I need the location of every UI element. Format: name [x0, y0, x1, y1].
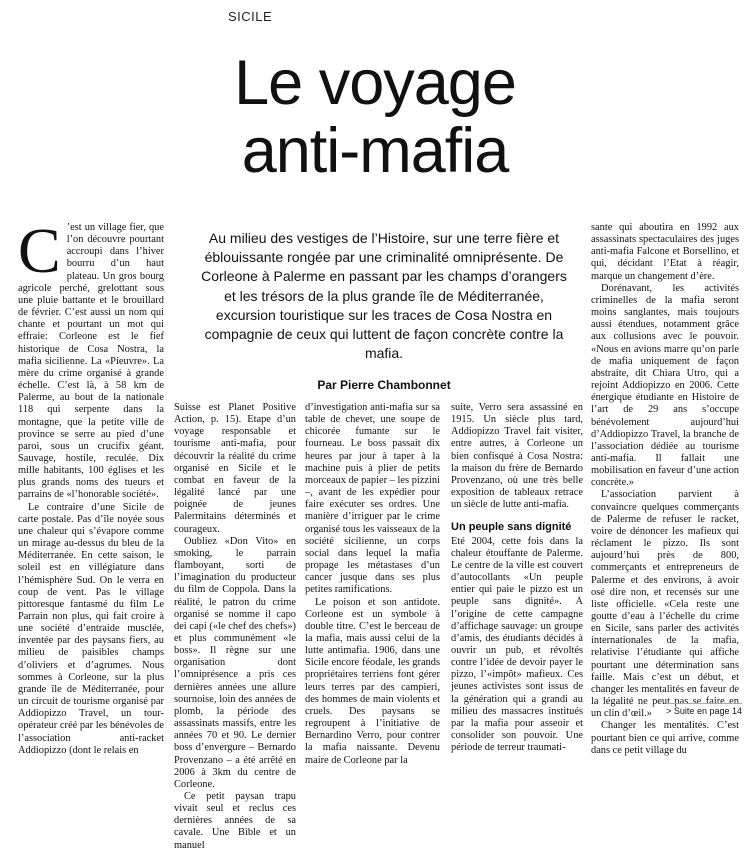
article-column-1: [18, 215, 164, 757]
paragraph: sante qui aboutira en 1992 aux assassinats spectaculaires des juges anti-mafia Falcone et Borsellino, et qui, décidant l’Etat à réagir, marque un changement d’ère.: [591, 222, 739, 282]
article-column-2: [174, 402, 296, 852]
paragraph: Suisse est Planet Positive Action, p. 15). Etape d’un voyage responsable et tourisme anti-mafia, pour découvrir la réalité du crime organisé en Sicile et le combat en faveur de la légalité lancé par une poignée de jeunes Palermitains déterminés et courageux.: [174, 402, 296, 535]
byline: Par Pierre Chambonnet: [317, 378, 451, 392]
drop-cap: C: [18, 215, 61, 286]
article-column-5: [591, 222, 739, 757]
paragraph: Oubliez «Don Vito» en smoking, le parrain flamboyant, sorti de l’imagination du producteur du film de Coppola. Dans la réalité, le patron du crime organisé se nomme il capo dei capi («le chef des chefs») et plus communément «le boss». Il règne sur une organisation dont l’omniprésence a pris ces dernières années une allure sournoise, loin des années de plomb, la période des assassinats massifs, entre les années 70 et 90. Le dernier boss d’envergure – Bernardo Provenzano – a été arrêté en 2006 à 3km du centre de Corleone.: [174, 535, 296, 790]
section-rubric: SICILE: [228, 9, 273, 24]
article-column-3: [305, 402, 440, 767]
article-column-4: [451, 402, 583, 754]
continuation-link[interactable]: > Suite en page 14: [666, 703, 742, 716]
paragraph: Le contraire d’une Sicile de carte postale. Pas d’île noyée sous une chaleur qui s’évapore comme un mirage au-dessus du bleu de la Méditerranée. En cette saison, le soleil est en villégiature dans l’hémisphère Sud. On le verra en coup de vent. Pas le village pittoresque fantasmé du film Le Parrain non plus, qui fait croire à une société d’entraide musclée, inventée par des paysans fiers, au milieu de paisibles champs d’oliviers et d’agrumes. Nous sommes à Corleone, sur la plus grande île de Méditerranée, pour un circuit de tourisme organisé par Addiopizzo Travel, un tour-opérateur créé par les bénévoles de l’association anti-racket Addiopizzo (dont le relais en: [18, 501, 164, 756]
paragraph: Dorénavant, les activités criminelles de la mafia seront moins sanglantes, mais toujours aussi étendues, notamment grâce aux collusions avec le pouvoir. «Nous en avions marre qu’on parle de mafia uniquement de façon abstraite, dit Chiara Utro, qui a rejoint Addiopizzo en 2006. Cette énergique étudiante en Histoire de l’art de 29 ans s’occupe bénévolement aujourd’hui d’Addiopizzo Travel, la branche de l’association dédiée au tourisme anti-mafia. Il fallait une mobilisation en faveur d’une action concrète.»: [591, 282, 739, 489]
paragraph: d’investigation anti-mafia sur sa table de chevet, une soupe de chicorée fumante sur le fourneau. Le boss passait dix heures par jour à taper à la machine puis à plier de petits morceaux de papier – les pizzini –, avant de les expédier pour faire exécuter ses ordres. Une manière d’irriguer par le crime organisé tous les vaisseaux de la société sicilienne, un corps social dans lequel la mafia propage les métastases d’un cancer jusque dans ses plus petites ramifications.: [305, 402, 440, 596]
standfirst: Au milieu des vestiges de l’Histoire, sur une terre fière et éblouissante rongée par une criminalité omniprésente. De Corleone à Palerme en passant par les champs d’orangers et les trésors de la plus grande île de Méditerranée, excursion touristique sur les traces de Cosa Nostra en compagnie de ceux qui luttent de façon concrète contre la mafia.: [201, 230, 567, 362]
paragraph: Le poison et son antidote. Corleone est un symbole à double titre. C’est le berceau de la mafia, mais aussi celui de la lutte antimafia. 1906, dans une Sicile encore féodale, les grands propriétaires terriens font gérer leurs terres par des campieri, des hommes de main violents et cruels. Des paysans se regroupent à l’initiative de Bernardino Verro, pour contrer la mafia naissante. Devenu maire de Corleone par la: [305, 596, 440, 766]
headline-line-2: anti-mafia: [241, 116, 509, 186]
paragraph: Eté 2004, cette fois dans la chaleur étouffante de Palerme. Le centre de la ville est couvert d’autocollants «Un peuple entier qui paie le pizzo est un peuple sans dignité». A l’origine de cette campagne d’affichage sauvage: un groupe d’amis, des étudiants décidés à ouvrir un pub, et révoltés contre l’idée de devoir payer le pizzo, l’«impôt» mafieux. Ces jeunes activistes sont issus de la génération qui a grandi au milieu des massacres institués par la mafia pour asseoir et consolider son pouvoir. Une période de terreur traumati-: [451, 535, 583, 754]
section-subheading: Un peuple sans dignité: [451, 521, 572, 534]
lead-paragraph: [18, 215, 164, 502]
paragraph: L’association parvient à convaincre quelques commerçants de Palerme de refuser le racket, voire de dénoncer les mafieux qui réclament le pizzo. Ils sont aujourd’hui près de 800, commerçants et entrepreneurs de Palerme et des environs, à avoir osé dire non, et recensés sur une liste officielle. «Cela reste une goutte d’eau à l’échelle du crime en Sicile, sans parler des activités internationales de la mafia, relativise l’étudiante qui affiche pourtant une détermination sans faille. Mais c’est un début, et changer les mentalités en faveur de la légalité ne peut pas se faire en un clin d’œil.»: [591, 489, 739, 720]
paragraph: Ce petit paysan trapu vivait seul et reclus ces dernières années de sa cavale. Une Bible et un manuel: [174, 791, 296, 851]
paragraph: Changer les mentalités. C’est pourtant bien ce qui arrive, comme dans ce petit village du: [591, 720, 739, 756]
headline-line-1: Le voyage: [234, 48, 516, 118]
paragraph: suite, Verro sera assassiné en 1915. Un siècle plus tard, Addiopizzo Travel fait visiter, entre autres, à Corleone un bien confisqué à Cosa Nostra: la maison du frère de Bernardo Provenzano, où une très belle exposition de tableaux retrace un siècle de lutte anti-mafia.: [451, 402, 583, 511]
lead-text: ’est un village fier, que l’on découvre pourtant accroupi dans l’hiver bourru d’un haut plateau. Un gros bourg agricole perché, grelottant sous une pluie battante et le brouillard de février. C’est aussi un nom qui chante et pourtant un mot qui effraie: Corleone est le fief historique de Cosa Nostra, la mafia sicilienne. La «Pieuvre». La mère du crime organisé à grande échelle. C’est là, à 58 km de Palerme, au bout de la nationale 118 qui serpente dans la montagne, que la petite ville de province se serre au pied d’une paroi, sous un crucifix géant. Sauvage, hostile, reculée. Dix mille habitants, 100 églises et les plus grands noms des tueurs et parrains de «l’honorable société».: [18, 222, 164, 501]
